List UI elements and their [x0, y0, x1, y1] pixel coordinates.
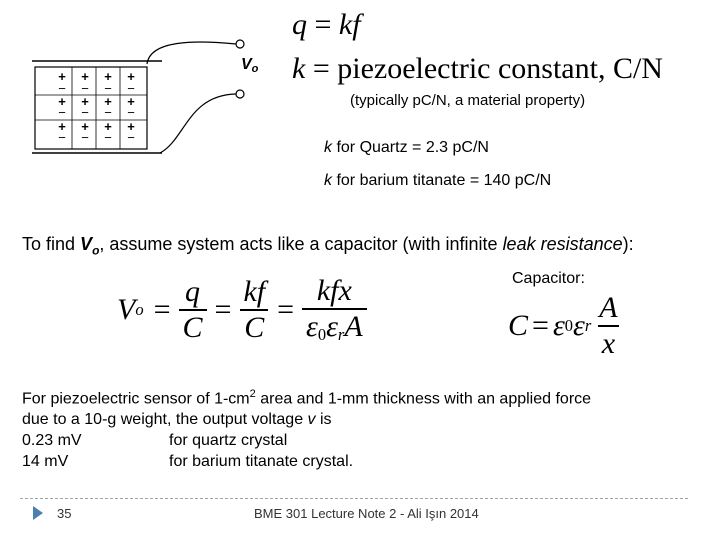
find-vo-sentence: To find $V_o$, assume system acts like a capacitor (with infinite leak resistance): [22, 234, 634, 258]
plus-charge-icon: + [104, 119, 112, 134]
charge-equation: q = kf [292, 8, 361, 41]
piezo-constant-definition: k = piezoelectric constant, C/N [292, 52, 663, 85]
plus-charge-icon: + [127, 94, 135, 109]
page-number: 35 [57, 506, 72, 521]
plus-charge-icon: + [104, 94, 112, 109]
typical-units-note: (typically pC/N, a material property) [350, 92, 586, 109]
kf-over-c-fraction: $\frac{kf}{C}$ [239, 277, 269, 343]
result-paragraph [22, 384, 591, 472]
plus-charge-icon: + [58, 119, 66, 134]
plus-charge-icon: + [81, 94, 89, 109]
minus-charge-icon: − [127, 81, 135, 96]
kfx-over-eps-a-fraction: $\frac{\text{kfx}}{\varepsilon 0\varepsilon_rA}$ [302, 276, 367, 344]
minus-charge-icon: − [81, 81, 89, 96]
plus-charge-icon: + [127, 69, 135, 84]
minus-charge-icon: − [81, 105, 89, 120]
minus-charge-icon: − [81, 130, 89, 145]
plus-charge-icon: + [81, 119, 89, 134]
minus-charge-icon: − [58, 81, 66, 96]
bottom-lead-wire [160, 94, 236, 153]
minus-charge-icon: − [104, 81, 112, 96]
plus-charge-icon: + [104, 69, 112, 84]
minus-charge-icon: − [104, 105, 112, 120]
bottom-terminal [236, 90, 244, 98]
minus-charge-icon: − [58, 130, 66, 145]
capacitor-label: Capacitor: [512, 270, 585, 287]
footer-note: BME 301 Lecture Note 2 - Ali Işın 2014 [254, 506, 479, 521]
output-voltage-equation: V o = $\frac{q}{C}$ = $\frac{kf}{C}$ = $\frac{\text{kfx}}{\varepsilon 0\varepsilon_rA}$ [117, 276, 371, 344]
piezo-crystal-diagram [0, 0, 280, 170]
barium-result-row: 14 mV for barium titanate crystal. [22, 453, 354, 471]
plus-charge-icon: + [58, 94, 66, 109]
plus-charge-icon: + [58, 69, 66, 84]
minus-charge-icon: − [58, 105, 66, 120]
body-line-2: due to a 10-g weight, the output voltage v is [22, 411, 332, 429]
footer-arrow-icon [33, 506, 43, 520]
plus-charge-icon: + [81, 69, 89, 84]
plus-charge-icon: + [127, 119, 135, 134]
quartz-constant: k for Quartz = 2.3 pC/N [324, 139, 489, 156]
footer-divider [20, 498, 688, 499]
minus-charge-icon: − [127, 130, 135, 145]
a-over-x-fraction: $\frac{A}{x}$ [599, 291, 618, 360]
q-over-c-fraction: $\frac{q}{C}$ [179, 277, 207, 343]
minus-charge-icon: − [127, 105, 135, 120]
top-terminal [236, 40, 244, 48]
capacitor-equation: C = ε 0 ε r $\frac{A}{x}$ [508, 293, 626, 359]
quartz-result-row: 0.23 mV for quartz crystal [22, 432, 288, 450]
output-voltage-label: Vo [241, 56, 259, 75]
minus-charge-icon: − [104, 130, 112, 145]
body-line-1: For piezoelectric sensor of $1-cm^2$ area and 1-mm thickness with an applied force [22, 388, 592, 408]
barium-constant: k for barium titanate = 140 pC/N [324, 172, 552, 189]
